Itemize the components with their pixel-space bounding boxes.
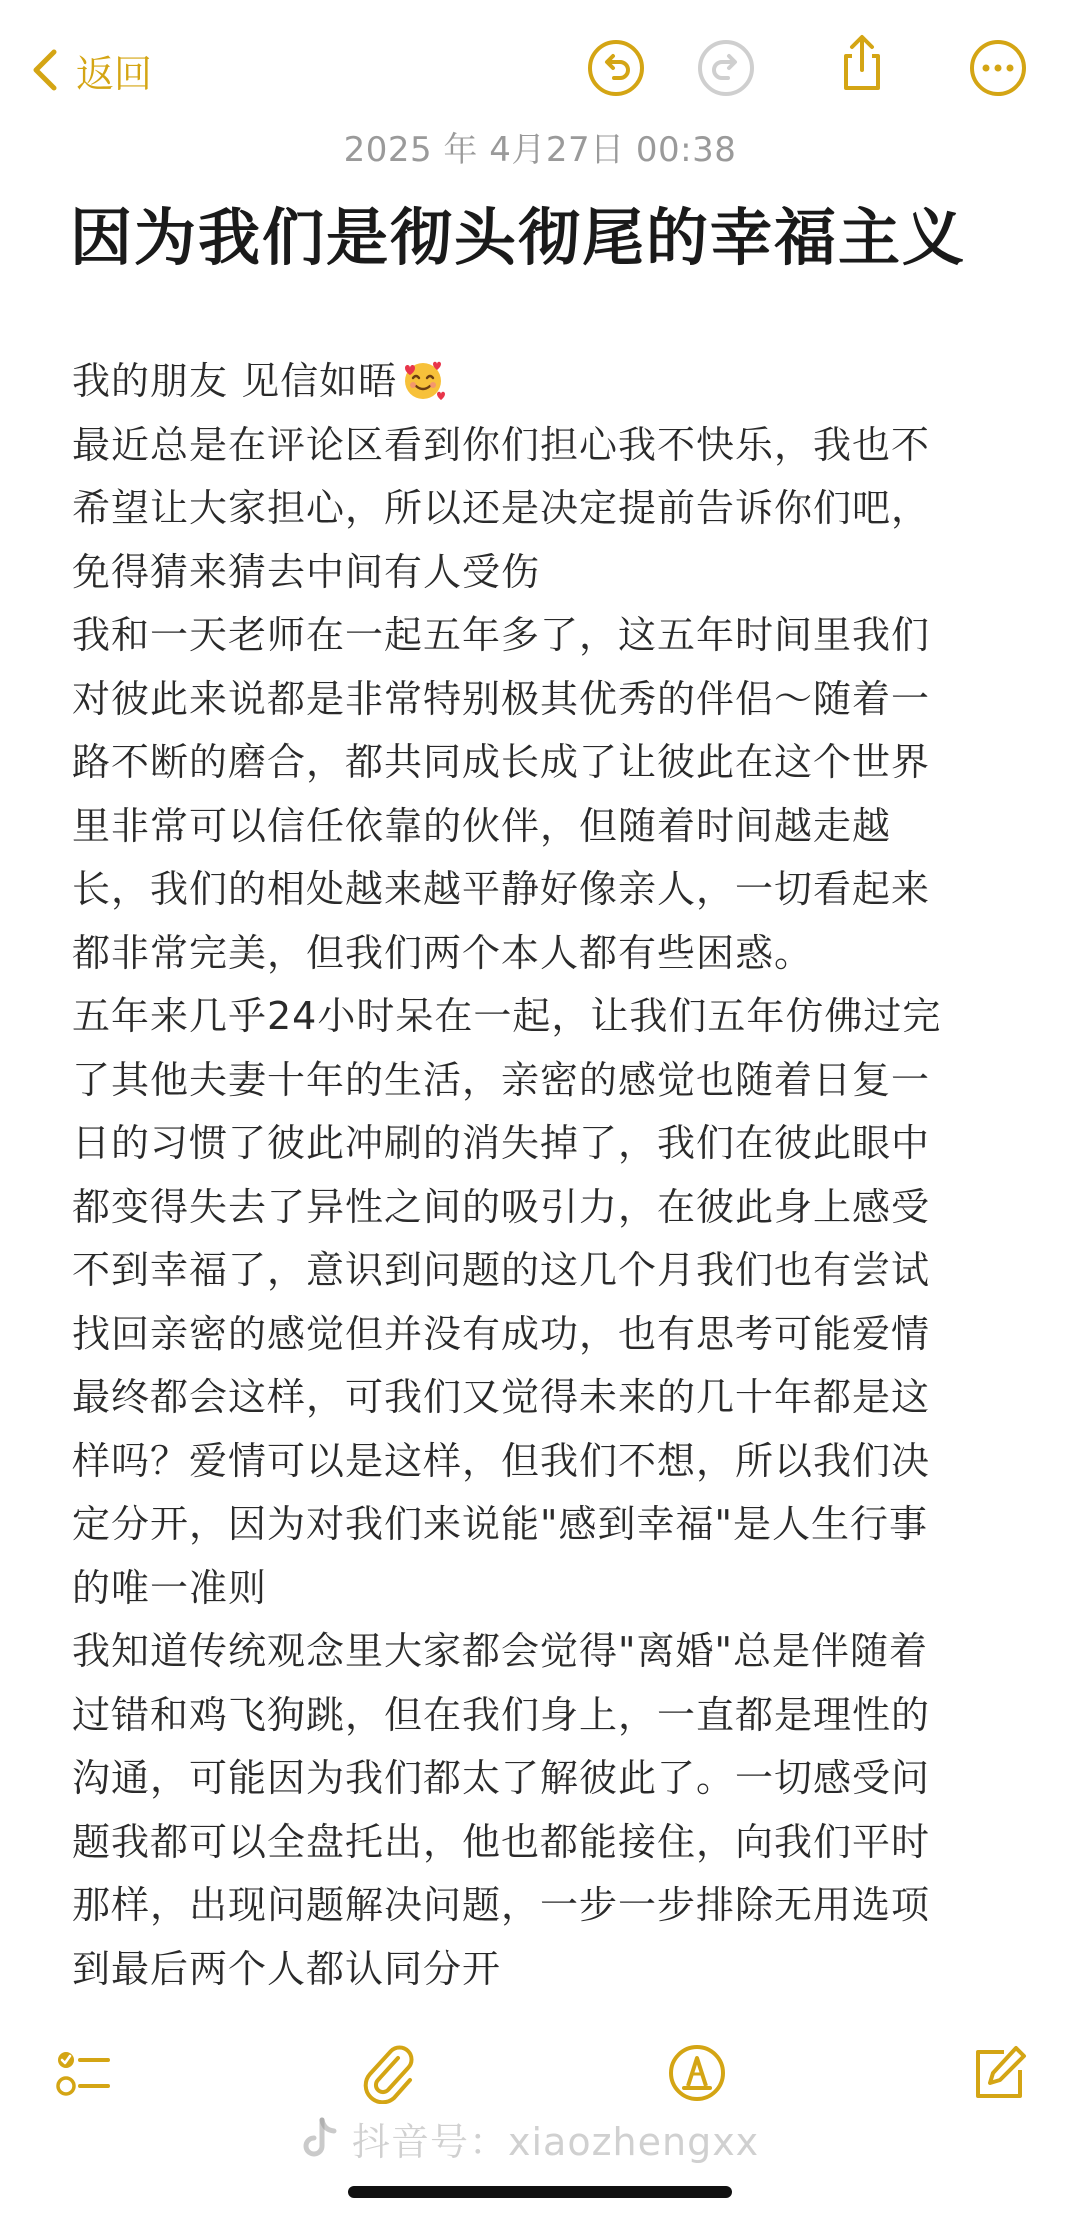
share-button[interactable]: [830, 30, 894, 94]
attach-button[interactable]: [354, 2038, 424, 2108]
note-date: 2025 年 4月27日 00:38: [343, 130, 737, 170]
note-line: 的唯一准则: [72, 1565, 268, 1610]
note-line: 日的习惯了彼此冲刷的消失掉了，我们在彼此眼中: [72, 1121, 931, 1165]
back-button[interactable]: [28, 40, 152, 100]
markup-pen-icon: [666, 2042, 728, 2104]
note-line: 最近总是在评论区看到你们担心我不快乐，我也不: [72, 422, 931, 467]
note-line: 长，我们的相处越来越平静好像亲人，一切看起来: [72, 867, 931, 911]
note-line: 最终都会这样，可我们又觉得未来的几十年都是这: [72, 1375, 931, 1419]
markup-button[interactable]: [662, 2038, 732, 2108]
note-line: 都非常完美，但我们两个本人都有些困惑。: [72, 930, 814, 975]
note-line: 希望让大家担心，所以还是决定提前告诉你们吧，: [72, 486, 931, 530]
note-line: 沟通，可能因为我们都太了解彼此了。一切感受问: [72, 1756, 931, 1800]
checklist-icon: [52, 2042, 114, 2104]
undo-button[interactable]: [584, 36, 648, 100]
note-line: 都变得失去了异性之间的吸引力，在彼此身上感受: [72, 1184, 931, 1229]
note-line: 到最后两个人都认同分开: [72, 1946, 502, 1991]
smiling-face-with-hearts-icon: [401, 358, 445, 402]
compose-button[interactable]: [964, 2038, 1034, 2108]
share-icon: [832, 32, 892, 92]
note-line: 题我都可以全盘托出，他也都能接住，向我们平时: [72, 1819, 931, 1864]
note-line: 我的朋友 见信如晤: [72, 350, 1022, 414]
note-line: 免得猜来猜去中间有人受伤: [72, 549, 541, 594]
note-line: 里非常可以信任依靠的伙伴，但随着时间越走越: [72, 803, 892, 848]
redo-button[interactable]: [694, 36, 758, 100]
note-line: 找回亲密的感觉但并没有成功，也有思考可能爱情: [72, 1311, 931, 1356]
paperclip-icon: [358, 2042, 420, 2104]
checklist-button[interactable]: [48, 2038, 118, 2108]
note-line: 我知道传统观念里大家都会觉得"离婚"总是伴随着: [72, 1629, 928, 1673]
note-line: 那样，出现问题解决问题，一步一步排除无用选项: [72, 1883, 931, 1927]
note-line: 五年来几乎24小时呆在一起，让我们五年仿佛过完: [72, 994, 942, 1038]
note-line: 我和一天老师在一起五年多了，这五年时间里我们: [72, 613, 931, 657]
top-toolbar: [0, 0, 1080, 140]
note-line: 了其他夫妻十年的生活，亲密的感觉也随着日复一: [72, 1057, 931, 1102]
note-line: 对彼此来说都是非常特别极其优秀的伴侣～随着一: [72, 676, 931, 721]
more-icon: [968, 38, 1028, 98]
home-indicator[interactable]: [348, 2186, 732, 2198]
note-line: 过错和鸡飞狗跳，但在我们身上，一直都是理性的: [72, 1692, 931, 1737]
watermark: [300, 2110, 820, 2166]
back-label: 返回: [76, 51, 153, 96]
redo-icon: [696, 38, 756, 98]
more-button[interactable]: [966, 36, 1030, 100]
note-line: 样吗？爱情可以是这样，但我们不想，所以我们决: [72, 1438, 931, 1483]
note-line: 不到幸福了，意识到问题的这几个月我们也有尝试: [72, 1248, 931, 1292]
watermark-text: 抖音号：xiaozhengxx: [352, 2119, 760, 2164]
tiktok-logo-icon: [300, 2116, 340, 2160]
note-line: 定分开，因为对我们来说能"感到幸福"是人生行事: [72, 1502, 928, 1546]
undo-icon: [586, 38, 646, 98]
note-title[interactable]: 因为我们是彻头彻尾的幸福主义: [70, 201, 967, 274]
note-line: 路不断的磨合，都共同成长成了让彼此在这个世界: [72, 740, 931, 784]
chevron-left-icon: [28, 46, 62, 94]
compose-icon: [968, 2042, 1030, 2104]
note-body[interactable]: [72, 350, 1022, 2001]
